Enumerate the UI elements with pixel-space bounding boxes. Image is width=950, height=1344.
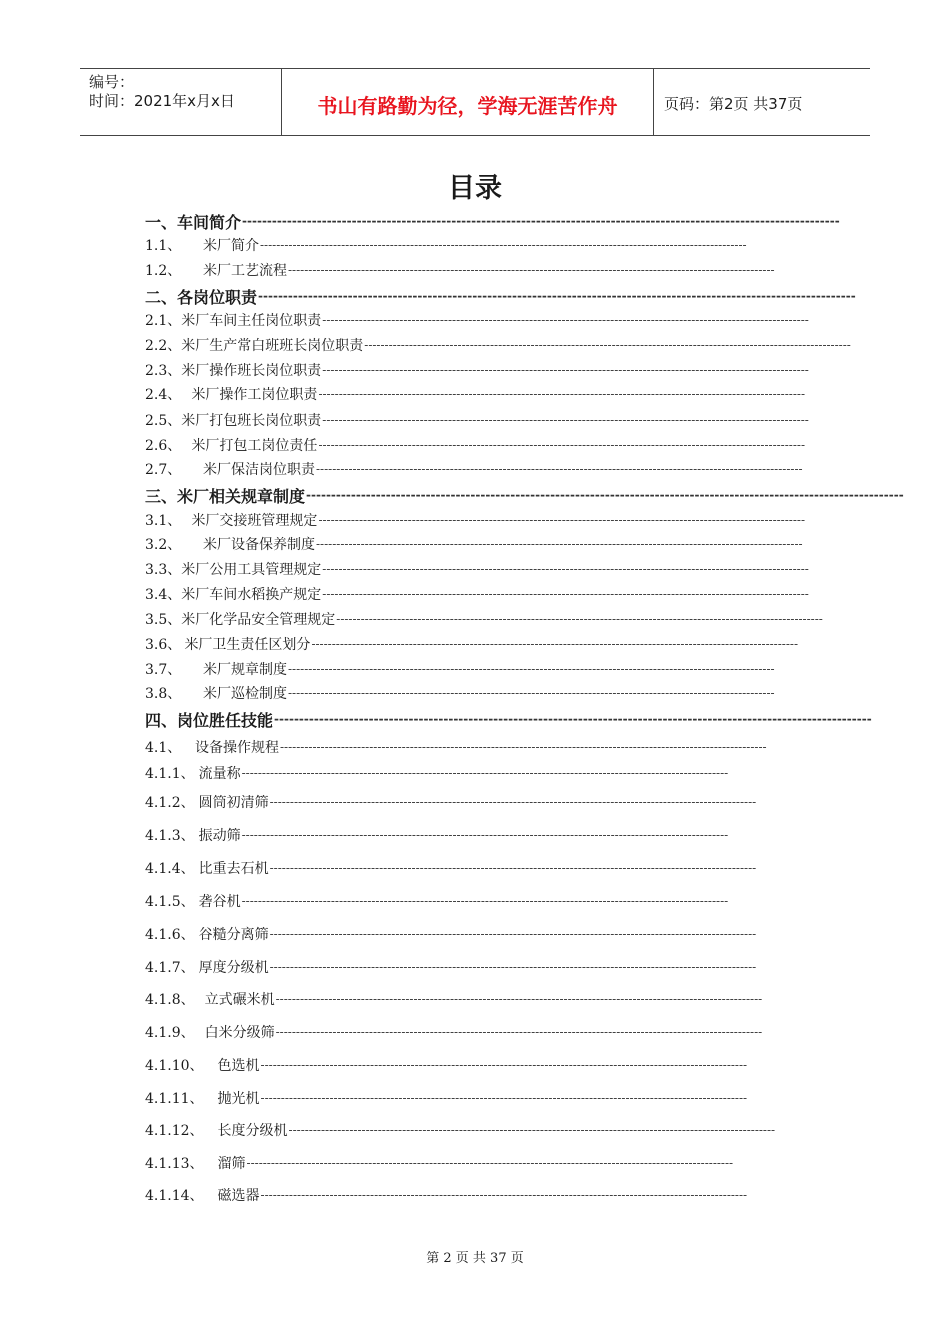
toc-entry[interactable] [145,484,904,506]
toc-entry[interactable] [145,988,805,1010]
toc-leader-dashes: ------------------------------------------------------------------------------------------------------------------------ [258,289,856,303]
toc-entry-number: 4.1.10、 [145,1058,204,1074]
toc-entry-label: 米厂工艺流程 [203,263,287,279]
toc-entry-number: 4.1、 [145,740,182,756]
toc-entry[interactable] [145,857,805,879]
toc-entry-label: 圆筒初清筛 [198,795,269,811]
toc-entry[interactable] [145,533,805,555]
toc-leader-dashes: ------------------------------------------------------------------------------------------------------------------------ [275,1025,763,1039]
header-page: 页码：第2页 共37页 [664,94,803,113]
toc-entry[interactable] [145,1021,805,1043]
toc-entry-number: 2.1、 [145,313,182,329]
toc-entry-number: 3.2、 [145,537,182,553]
header-time: 时间：2021年x月x日 [89,92,235,110]
toc-entry-number: 3.3、 [145,562,182,578]
toc-leader-dashes: ------------------------------------------------------------------------------------------------------------------------ [242,214,840,228]
toc-entry-number: 4.1.9、 [145,1025,195,1041]
toc-entry[interactable] [145,583,809,605]
toc-entry-label: 比重去石机 [198,861,269,877]
toc-entry-label: 米厂操作班长岗位职责 [181,363,322,379]
toc-entry[interactable] [145,509,805,531]
toc-leader-dashes: ------------------------------------------------------------------------------------------------------------------------ [241,828,729,842]
toc-entry-number: 1.2、 [145,263,182,279]
toc-entry[interactable] [145,633,798,655]
toc-leader-dashes: ------------------------------------------------------------------------------------------------------------------------ [288,263,775,277]
toc-entry[interactable] [145,334,851,356]
toc-entry-number: 4.1.8、 [145,992,195,1008]
toc-entry-number: 三、 [145,486,178,506]
toc-entry-number: 4.1.11、 [145,1091,204,1107]
toc-leader-dashes: ------------------------------------------------------------------------------------------------------------------------ [246,1156,734,1170]
toc-entry-label: 米厂交接班管理规定 [191,513,318,529]
toc-leader-dashes: ------------------------------------------------------------------------------------------------------------------------ [269,927,757,941]
toc-entry[interactable] [145,1152,805,1174]
toc-entry-label: 米厂车间水稻换产规定 [181,587,322,603]
toc-entry-number: 一、 [145,212,178,232]
toc-entry-number: 1.1、 [145,238,182,254]
toc-entry-label: 各岗位职责 [177,287,258,307]
header-meta [80,69,282,135]
toc-entry-label: 厚度分级机 [198,960,269,976]
toc-entry-label: 岗位胜任技能 [177,710,274,730]
toc-entry[interactable] [145,1119,805,1141]
toc-leader-dashes: ------------------------------------------------------------------------------------------------------------------------ [288,1123,776,1137]
toc-entry[interactable] [145,409,809,431]
toc-entry-number: 4.1.12、 [145,1123,204,1139]
toc-entry-label: 米厂保洁岗位职责 [203,462,315,478]
toc-leader-dashes: ------------------------------------------------------------------------------------------------------------------------ [269,960,757,974]
toc-entry-number: 2.7、 [145,462,182,478]
toc-entry-number: 4.1.7、 [145,960,195,976]
toc-leader-dashes: ------------------------------------------------------------------------------------------------------------------------ [336,612,823,626]
toc-entry-label: 磁选器 [217,1188,260,1204]
toc-entry-label: 米厂操作工岗位职责 [191,387,318,403]
toc-entry[interactable] [145,762,805,784]
toc-leader-dashes: ------------------------------------------------------------------------------------------------------------------------ [306,488,904,502]
toc-leader-dashes: ------------------------------------------------------------------------------------------------------------------------ [260,238,747,252]
toc-entry-label: 溜筛 [217,1156,246,1172]
toc-entry-number: 四、 [145,710,178,730]
toc-leader-dashes: ------------------------------------------------------------------------------------------------------------------------ [269,795,757,809]
toc-entry[interactable] [145,285,856,307]
toc-entry-label: 米厂化学品安全管理规定 [181,612,336,628]
page-footer: 第 2 页 共 37 页 [426,1251,524,1266]
toc-entry-label: 米厂生产常白班班长岗位职责 [181,338,364,354]
toc-entry[interactable] [145,608,823,630]
toc-entry-label: 立式碾米机 [204,992,275,1008]
toc-entry-label: 谷糙分离筛 [198,927,269,943]
toc-entry-label: 设备操作规程 [195,740,279,756]
toc-leader-dashes: ------------------------------------------------------------------------------------------------------------------------ [280,740,767,754]
toc-leader-dashes: ------------------------------------------------------------------------------------------------------------------------ [260,1058,748,1072]
toc-entry[interactable] [145,890,805,912]
toc-entry-label: 米厂打包工岗位责任 [191,438,318,454]
toc-entry-number: 4.1.6、 [145,927,195,943]
toc-entry[interactable] [145,234,805,256]
toc-entry-number: 4.1.2、 [145,795,195,811]
toc-entry-label: 抛光机 [217,1091,260,1107]
toc-leader-dashes: ------------------------------------------------------------------------------------------------------------------------ [322,413,809,427]
toc-entry[interactable] [145,434,805,456]
toc-leader-dashes: ------------------------------------------------------------------------------------------------------------------------ [322,313,809,327]
toc-entry-label: 米厂卫生责任区划分 [184,637,311,653]
toc-entry[interactable] [145,259,805,281]
toc-entry-label: 米厂规章制度 [203,662,287,678]
toc-entry[interactable] [145,383,805,405]
toc-entry[interactable] [145,824,805,846]
toc-entry-label: 米厂简介 [203,238,259,254]
toc-entry-number: 2.6、 [145,438,182,454]
toc-leader-dashes: ------------------------------------------------------------------------------------------------------------------------ [322,363,809,377]
toc-entry-number: 4.1.1、 [145,766,195,782]
page-header [80,68,870,136]
toc-entry-number: 2.2、 [145,338,182,354]
toc-entry-number: 3.8、 [145,686,182,702]
toc-leader-dashes: ------------------------------------------------------------------------------------------------------------------------ [364,338,851,352]
toc-entry-number: 2.5、 [145,413,182,429]
toc-entry[interactable] [145,923,805,945]
toc-entry-label: 米厂相关规章制度 [177,486,306,506]
toc-entry[interactable] [145,359,809,381]
toc-entry-label: 长度分级机 [217,1123,288,1139]
header-number: 编号： [89,73,135,91]
toc-entry-number: 4.1.14、 [145,1188,204,1204]
toc-entry-label: 车间简介 [177,212,242,232]
toc-leader-dashes: ------------------------------------------------------------------------------------------------------------------------ [318,387,805,401]
toc-entry-number: 3.4、 [145,587,182,603]
toc-entry-label: 米厂车间主任岗位职责 [181,313,322,329]
toc-entry[interactable] [145,956,805,978]
toc-entry-label: 流量称 [198,766,241,782]
toc-leader-dashes: ------------------------------------------------------------------------------------------------------------------------ [318,513,805,527]
toc-entry-number: 4.1.4、 [145,861,195,877]
toc-leader-dashes: ------------------------------------------------------------------------------------------------------------------------ [322,587,809,601]
toc-entry-number: 3.6、 [145,637,182,653]
toc-entry-number: 4.1.5、 [145,894,195,910]
toc-entry[interactable] [145,558,809,580]
toc-leader-dashes: ------------------------------------------------------------------------------------------------------------------------ [269,861,757,875]
toc-leader-dashes: ------------------------------------------------------------------------------------------------------------------------ [311,637,798,651]
toc-entry[interactable] [145,791,805,813]
toc-entry-number: 2.3、 [145,363,182,379]
toc-entry[interactable] [145,682,798,704]
toc-entry-number: 4.1.3、 [145,828,195,844]
toc-entry-number: 2.4、 [145,387,182,403]
toc-entry-label: 米厂公用工具管理规定 [181,562,322,578]
toc-entry[interactable] [145,736,805,758]
toc-leader-dashes: ------------------------------------------------------------------------------------------------------------------------ [274,712,872,726]
toc-entry-label: 米厂打包班长岗位职责 [181,413,322,429]
toc-entry-label: 白米分级筛 [204,1025,275,1041]
toc-leader-dashes: ------------------------------------------------------------------------------------------------------------------------ [318,438,805,452]
toc-entry-label: 色选机 [217,1058,260,1074]
toc-entry[interactable] [145,1087,805,1109]
toc-leader-dashes: ------------------------------------------------------------------------------------------------------------------------ [316,537,803,551]
toc-leader-dashes: ------------------------------------------------------------------------------------------------------------------------ [288,662,775,676]
toc-entry[interactable] [145,210,840,232]
toc-entry[interactable] [145,309,809,331]
toc-entry-number: 4.1.13、 [145,1156,204,1172]
toc-entry-number: 3.5、 [145,612,182,628]
toc-leader-dashes: ------------------------------------------------------------------------------------------------------------------------ [241,766,729,780]
toc-entry[interactable] [145,658,798,680]
toc-entry[interactable] [145,458,805,480]
toc-leader-dashes: ------------------------------------------------------------------------------------------------------------------------ [260,1188,748,1202]
toc-entry-label: 米厂巡检制度 [203,686,287,702]
toc-leader-dashes: ------------------------------------------------------------------------------------------------------------------------ [316,462,803,476]
page-title: 目录 [448,173,502,204]
header-motto: 书山有路勤为径，学海无涯苦作舟 [282,69,654,135]
toc-entry[interactable] [145,1054,805,1076]
toc-entry[interactable] [145,1184,805,1206]
toc-leader-dashes: ------------------------------------------------------------------------------------------------------------------------ [260,1091,748,1105]
toc-entry[interactable] [145,708,872,730]
toc-entry-label: 砻谷机 [198,894,241,910]
toc-leader-dashes: ------------------------------------------------------------------------------------------------------------------------ [322,562,809,576]
toc-leader-dashes: ------------------------------------------------------------------------------------------------------------------------ [241,894,729,908]
toc-entry-number: 3.7、 [145,662,182,678]
toc-entry-label: 振动筛 [198,828,241,844]
toc-entry-number: 3.1、 [145,513,182,529]
toc-leader-dashes: ------------------------------------------------------------------------------------------------------------------------ [288,686,775,700]
toc-entry-number: 二、 [145,287,178,307]
toc-entry-label: 米厂设备保养制度 [203,537,315,553]
toc-leader-dashes: ------------------------------------------------------------------------------------------------------------------------ [275,992,763,1006]
